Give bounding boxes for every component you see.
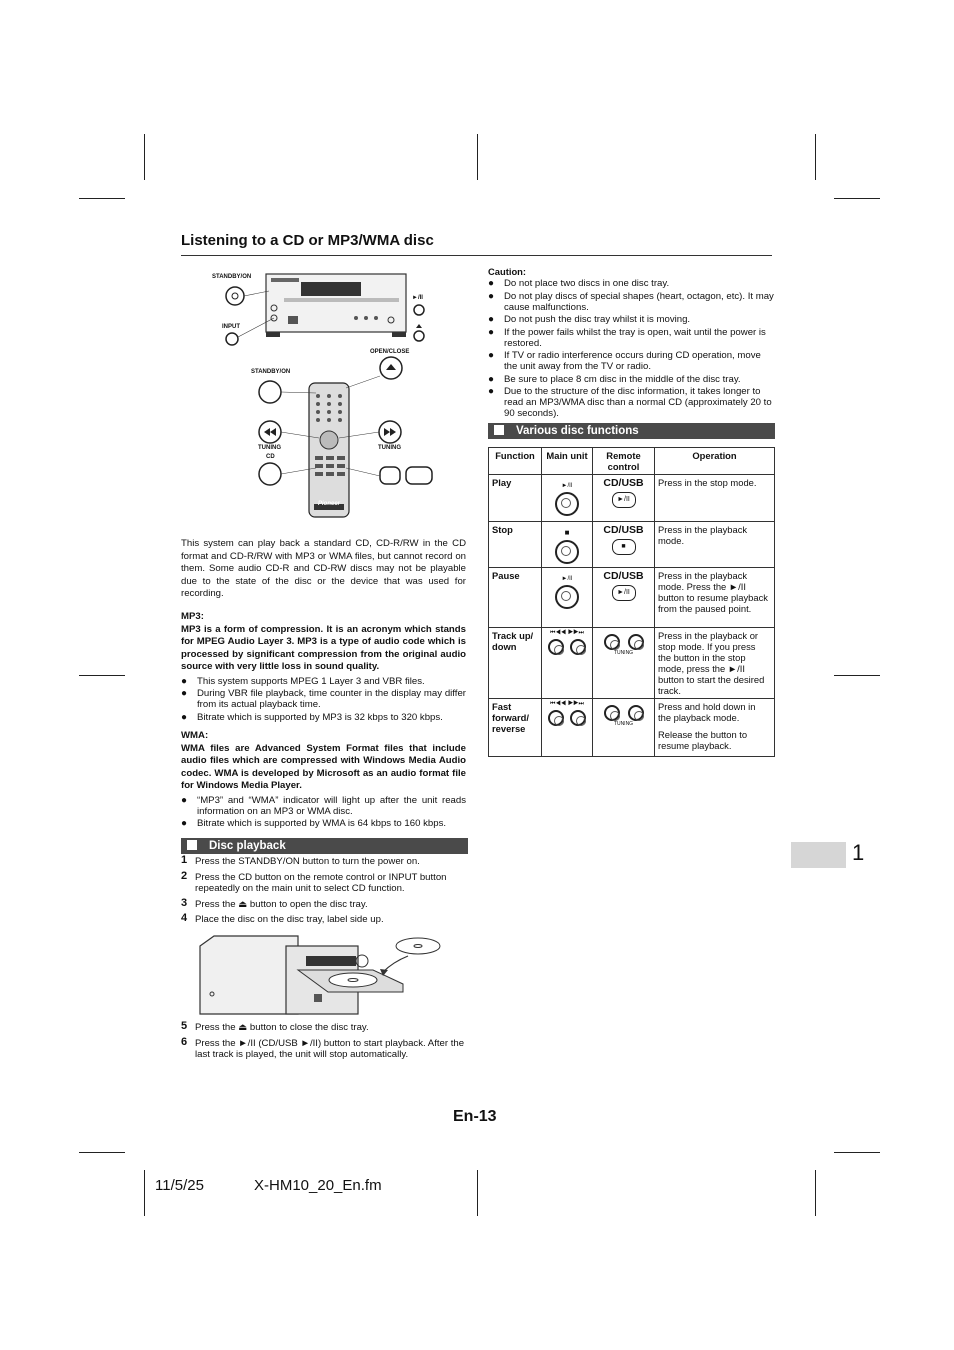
caution-item: ● If TV or radio interference occurs during CD operation, move the unit away from the TV or radio. (488, 350, 774, 372)
caution-item: ● Do not place two discs in one disc tray. (488, 278, 774, 289)
title-rule (181, 255, 772, 256)
cell-remote (593, 475, 655, 522)
crop-mark (815, 1170, 816, 1216)
step-text: Press the STANDBY/ON button to turn the power on. (195, 856, 420, 867)
mp3-body: MP3 is a form of compression. It is an acronym which stands for MPEG Audio Layer 3. MP3 is a type of audio code which is processed by significant compression from the original audio source with very little loss in sound quality. (181, 623, 466, 673)
step-number: 2 (181, 869, 188, 882)
step-number: 3 (181, 896, 188, 909)
page-title: Listening to a CD or MP3/WMA disc (181, 232, 434, 249)
skip-back-unit-icon (548, 639, 564, 655)
remote-label: CD/USB (603, 477, 644, 489)
crop-mark (79, 198, 125, 199)
crop-mark (477, 1170, 478, 1216)
cell-function: Stop (489, 522, 542, 568)
cell-operation: Press in the playback or stop mode. If you press the button in the stop mode, press the ►/II button to start the desired track. (655, 628, 775, 699)
square-bullet-icon (187, 840, 197, 850)
cell-main-unit (542, 699, 593, 757)
crop-mark (834, 675, 880, 676)
play-pause-unit-icon (555, 492, 579, 516)
footer-date: 11/5/25 (155, 1177, 204, 1194)
unit-remote-illustration (206, 268, 442, 524)
caution-item: ● Due to the structure of the disc information, it takes longer to read an MP3/WMA disc than a normal CD (approximately 20 to 90 seconds). (488, 386, 774, 419)
wma-bullet: ● Bitrate which is supported by WMA is 64 kbps to 160 kbps. (181, 818, 466, 829)
intro-paragraph: This system can play back a standard CD, CD-R/RW in the CD format and CD-R/RW with MP3 or WMA files, but cannot record on them. Some audio CD-R and CD-RW discs may not be playable due to the state of the disc or the device that was used for recording. (181, 538, 466, 600)
tuning-forward-icon (628, 705, 644, 721)
label-cd: CD (266, 454, 275, 460)
label-standby-remote: STANDBY/ON (251, 369, 291, 375)
cell-function: Pause (489, 568, 542, 628)
remote-label: CD/USB (603, 570, 644, 582)
wma-heading: WMA: (181, 730, 209, 741)
mp3-section (181, 611, 466, 724)
wma-body: WMA files are Advanced System Format files that include audio files which are compressed with Windows Media Audio codec. WMA is developed by Microsoft as an audio format file for Windows Media Player. (181, 742, 466, 792)
header-remote: Remote control (593, 448, 655, 475)
operation-text: Press and hold down in the playback mode. (658, 701, 756, 723)
cell-main-unit (542, 568, 593, 628)
main-btn-label: ⏮◀◀ ▶▶⏭ (550, 701, 584, 707)
functions-table (488, 447, 775, 757)
cd-button-icon (259, 463, 281, 485)
step-item (181, 856, 469, 868)
label-tuning-left: TUNING (258, 445, 281, 451)
main-btn-label: ►/II (561, 483, 573, 489)
caution-item: ● Do not push the disc tray whilst it is moving. (488, 314, 774, 325)
eject-unit-icon (414, 331, 424, 341)
caution-item: ● If the power fails whilst the tray is open, wait until the power is restored. (488, 327, 774, 349)
cell-function: Track up/ down (489, 628, 542, 699)
play-pause-unit-icon (414, 305, 424, 315)
disc-tray-illustration (198, 934, 443, 1018)
table-row (489, 628, 775, 699)
cell-main-unit (542, 522, 593, 568)
step-number: 4 (181, 912, 188, 924)
crop-mark (477, 134, 478, 180)
wma-bullet: ● “MP3” and “WMA” indicator will light up after the unit reads information on an MP3 or WMA disc. (181, 795, 466, 817)
table-row (489, 699, 775, 757)
cell-remote (593, 568, 655, 628)
table-row (489, 475, 775, 522)
tuning-label: TUNING (613, 721, 634, 727)
cell-operation (655, 699, 775, 757)
caution-item: ● Be sure to place 8 cm disc in the middle of the disc tray. (488, 374, 774, 385)
section-number: 1 (852, 840, 865, 865)
cell-main-unit (542, 628, 593, 699)
stop-unit-icon (555, 540, 579, 564)
step-item (181, 1022, 469, 1034)
stop-remote-icon (380, 467, 400, 484)
step-item (181, 896, 469, 911)
step-item (181, 869, 469, 895)
header-operation: Operation (655, 448, 775, 475)
main-btn-label: ►/II (561, 576, 573, 582)
play-pause-unit-icon (555, 585, 579, 609)
standby-button-icon (226, 287, 244, 305)
cell-operation: Press in the stop mode. (655, 475, 775, 522)
step-number: 6 (181, 1035, 188, 1048)
standby-remote-icon (259, 381, 281, 403)
footer-filename: X-HM10_20_En.fm (254, 1177, 382, 1194)
cell-function: Play (489, 475, 542, 522)
tuning-back-icon (604, 634, 620, 650)
tuning-forward-icon (628, 634, 644, 650)
table-header-row (489, 448, 775, 475)
cell-remote (593, 522, 655, 568)
cell-function: Fast forward/ reverse (489, 699, 542, 757)
input-button-icon (226, 333, 238, 345)
cell-operation: Press in the playback mode. (655, 522, 775, 568)
square-bullet-icon (494, 425, 504, 435)
step-item (181, 1035, 469, 1061)
mp3-bullet: ● Bitrate which is supported by MP3 is 32 kbps to 320 kbps. (181, 712, 466, 723)
crop-mark (144, 1170, 145, 1216)
step-number: 5 (181, 1020, 188, 1032)
disc-playback-heading (181, 838, 468, 854)
section-tab (791, 842, 846, 868)
operation-text-2: Release the button to resume playback. (658, 729, 748, 751)
tuning-back-icon (604, 705, 620, 721)
wma-section (181, 730, 466, 831)
tuning-label: TUNING (613, 650, 634, 656)
remote-brand: Pioneer (318, 501, 341, 507)
mp3-heading: MP3: (181, 611, 204, 622)
table-row (489, 522, 775, 568)
crop-mark (834, 198, 880, 199)
step-text: Place the disc on the disc tray, label side up. (195, 914, 384, 925)
label-standby-on: STANDBY/ON (212, 274, 252, 280)
caution-section (488, 266, 774, 421)
play-pause-remote-icon: ►/II (612, 492, 636, 508)
disc-playback-heading-text: Disc playback (209, 840, 286, 852)
crop-mark (834, 1152, 880, 1153)
main-btn-label: ⏮◀◀ ▶▶⏭ (550, 630, 584, 636)
step-text: Press the CD button on the remote control or INPUT button repeatedly on the main unit to select CD function. (195, 871, 447, 894)
mp3-bullet: ● This system supports MPEG 1 Layer 3 and VBR files. (181, 676, 466, 687)
various-functions-heading-text: Various disc functions (516, 425, 639, 437)
cell-remote (593, 699, 655, 757)
caution-item: ● Do not play discs of special shapes (heart, octagon, etc). It may cause malfunctions. (488, 291, 774, 313)
caution-heading: Caution: (488, 266, 527, 277)
table-row (489, 568, 775, 628)
step-item (181, 914, 469, 926)
label-play-pause: ►/II (412, 295, 423, 301)
label-open-close: OPEN/CLOSE (370, 349, 410, 355)
disc-playback-steps-b (181, 1022, 469, 1065)
main-btn-label: ■ (564, 528, 570, 537)
label-input: INPUT (222, 324, 240, 330)
crop-mark (144, 134, 145, 180)
label-tuning-right: TUNING (378, 445, 401, 451)
various-functions-heading (488, 423, 775, 439)
step-text: Press the ⏏ button to close the disc tray. (195, 1022, 369, 1033)
header-main-unit: Main unit (542, 448, 593, 475)
step-number: 1 (181, 854, 188, 866)
cell-operation: Press in the playback mode. Press the ►/II button to resume playback from the paused point. (655, 568, 775, 628)
play-pause-remote-icon (406, 467, 432, 484)
crop-mark (79, 1152, 125, 1153)
skip-back-unit-icon (548, 710, 564, 726)
crop-mark (79, 675, 125, 676)
header-function: Function (489, 448, 542, 475)
page-number: En-13 (453, 1108, 497, 1125)
cell-main-unit (542, 475, 593, 522)
play-pause-remote-icon: ►/II (612, 585, 636, 601)
step-text: Press the ⏏ button to open the disc tray. (195, 898, 368, 910)
crop-mark (815, 134, 816, 180)
stop-remote-icon: ■ (612, 539, 636, 555)
mp3-bullet: ● During VBR file playback, time counter in the display may differ from its actual playback time. (181, 688, 466, 710)
skip-forward-unit-icon (570, 639, 586, 655)
step-text: Press the ►/II (CD/USB ►/II) button to start playback. After the last track is played, the unit will stop automatically. (195, 1037, 465, 1060)
disc-playback-steps-a (181, 856, 469, 930)
skip-forward-unit-icon (570, 710, 586, 726)
cell-remote (593, 628, 655, 699)
remote-label: CD/USB (603, 524, 644, 536)
